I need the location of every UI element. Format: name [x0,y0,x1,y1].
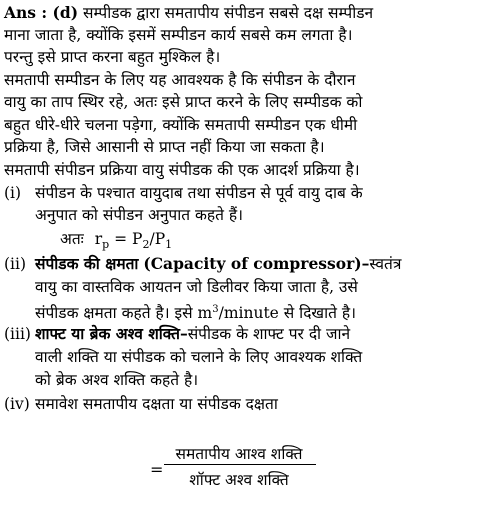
item3-line-1 [35,324,350,344]
formula-eq: = P [109,230,143,248]
fraction-numerator: समतापीय आश्‍व शक्ति [175,445,303,463]
item4-label: (iv) [4,395,30,413]
answer-line-1 [4,3,373,23]
item2-line-2: वायु का वास्तविक आयतन जो डिलीवर किया जाता है, उसे [35,278,358,296]
item2-line-3-a: संपीडक क्षमता कहते है। इसे m [35,304,213,323]
efficiency-fraction [150,442,320,502]
item2-line-3-b: /minute से दिखाते है। [218,304,356,323]
item1-label: (i) [4,184,22,202]
item2-line-1-rest: स्वतंत्र [369,255,402,273]
item1-line-1: संपीडन के पश्चात वायुदाब तथा संपीडन से पूर्व वायु दाब के [35,184,363,202]
fraction-bar [164,464,316,465]
fraction-equals-sign: = [150,460,164,479]
item3-line-2: वाली शक्ति या संपीडक को चलाने के लिए आवश्यक शक्ति [35,348,363,366]
answer-line-2: माना जाता है, क्योंकि इसमें सम्पीडन कार्य सबसे कम लगता है। [4,26,353,44]
item2-line-3 [35,300,356,323]
item2-line-1 [35,254,401,274]
item2-title-en: (Capacity of compressor) [143,254,362,273]
item2-title: संपीडक की क्षमता [35,254,139,273]
item2-line-3-sup: 3 [212,304,219,315]
item2-dash: – [361,254,370,273]
item3-title: शाफ्ट या ब्रेक अश्व शक्ति [35,324,180,343]
formula-r-sub: p [102,238,110,252]
item3-line-1-rest: संपीडक के शाफ्ट पर दी जाने [187,325,351,343]
para2-line-1: समतापी सम्पीडन के लिए यह आवश्यक है कि संपीडन के दौरान [4,71,356,89]
item3-label: (iii) [4,325,31,343]
fraction-denominator: शॉफ्ट अश्व शक्ति [189,471,289,489]
formula-prefix: अतः [60,230,84,248]
answer-label: Ans : (d) [4,3,79,22]
para2-line-5: समतापी संपीडन प्रक्रिया वायु संपीडक की एक आदर्श प्रक्रिया है। [4,161,360,179]
item1-line-2: अनुपात को संपीडन अनुपात कहते हैं। [35,206,244,224]
item2-label: (ii) [4,255,27,273]
item3-dash: – [179,324,188,343]
para2-line-4: प्रक्रिया है, जिसे आसानी से प्राप्त नहीं किया जा सकता है। [4,138,325,156]
para2-line-2: वायु का ताप स्थिर रहे, अतः इसे प्राप्त करने के लिए सम्पीडक को [4,93,363,111]
formula-r: r [94,230,103,248]
item1-formula [60,229,172,255]
item4-line-1: समावेश समतापीय दक्षता या संपीडक दक्षता [35,395,278,413]
answer-line-3: परन्तु इसे प्राप्त करना बहुत मुश्किल है। [4,48,221,66]
formula-p1-sub: 1 [165,238,173,252]
para2-line-3: बहुत धीरे-धीरे चलना पड़ेगा, क्योंकि समतापी सम्पीडन एक धीमी [4,116,358,134]
item3-line-3: को ब्रेक अश्व शक्ति कहते है। [35,371,199,389]
formula-p2-sub: 2 [142,238,150,252]
formula-slash: /P [149,230,166,248]
answer-line-1-text: सम्पीडक द्वारा समतापीय संपीडन सबसे दक्ष सम्पीडन [82,4,374,22]
